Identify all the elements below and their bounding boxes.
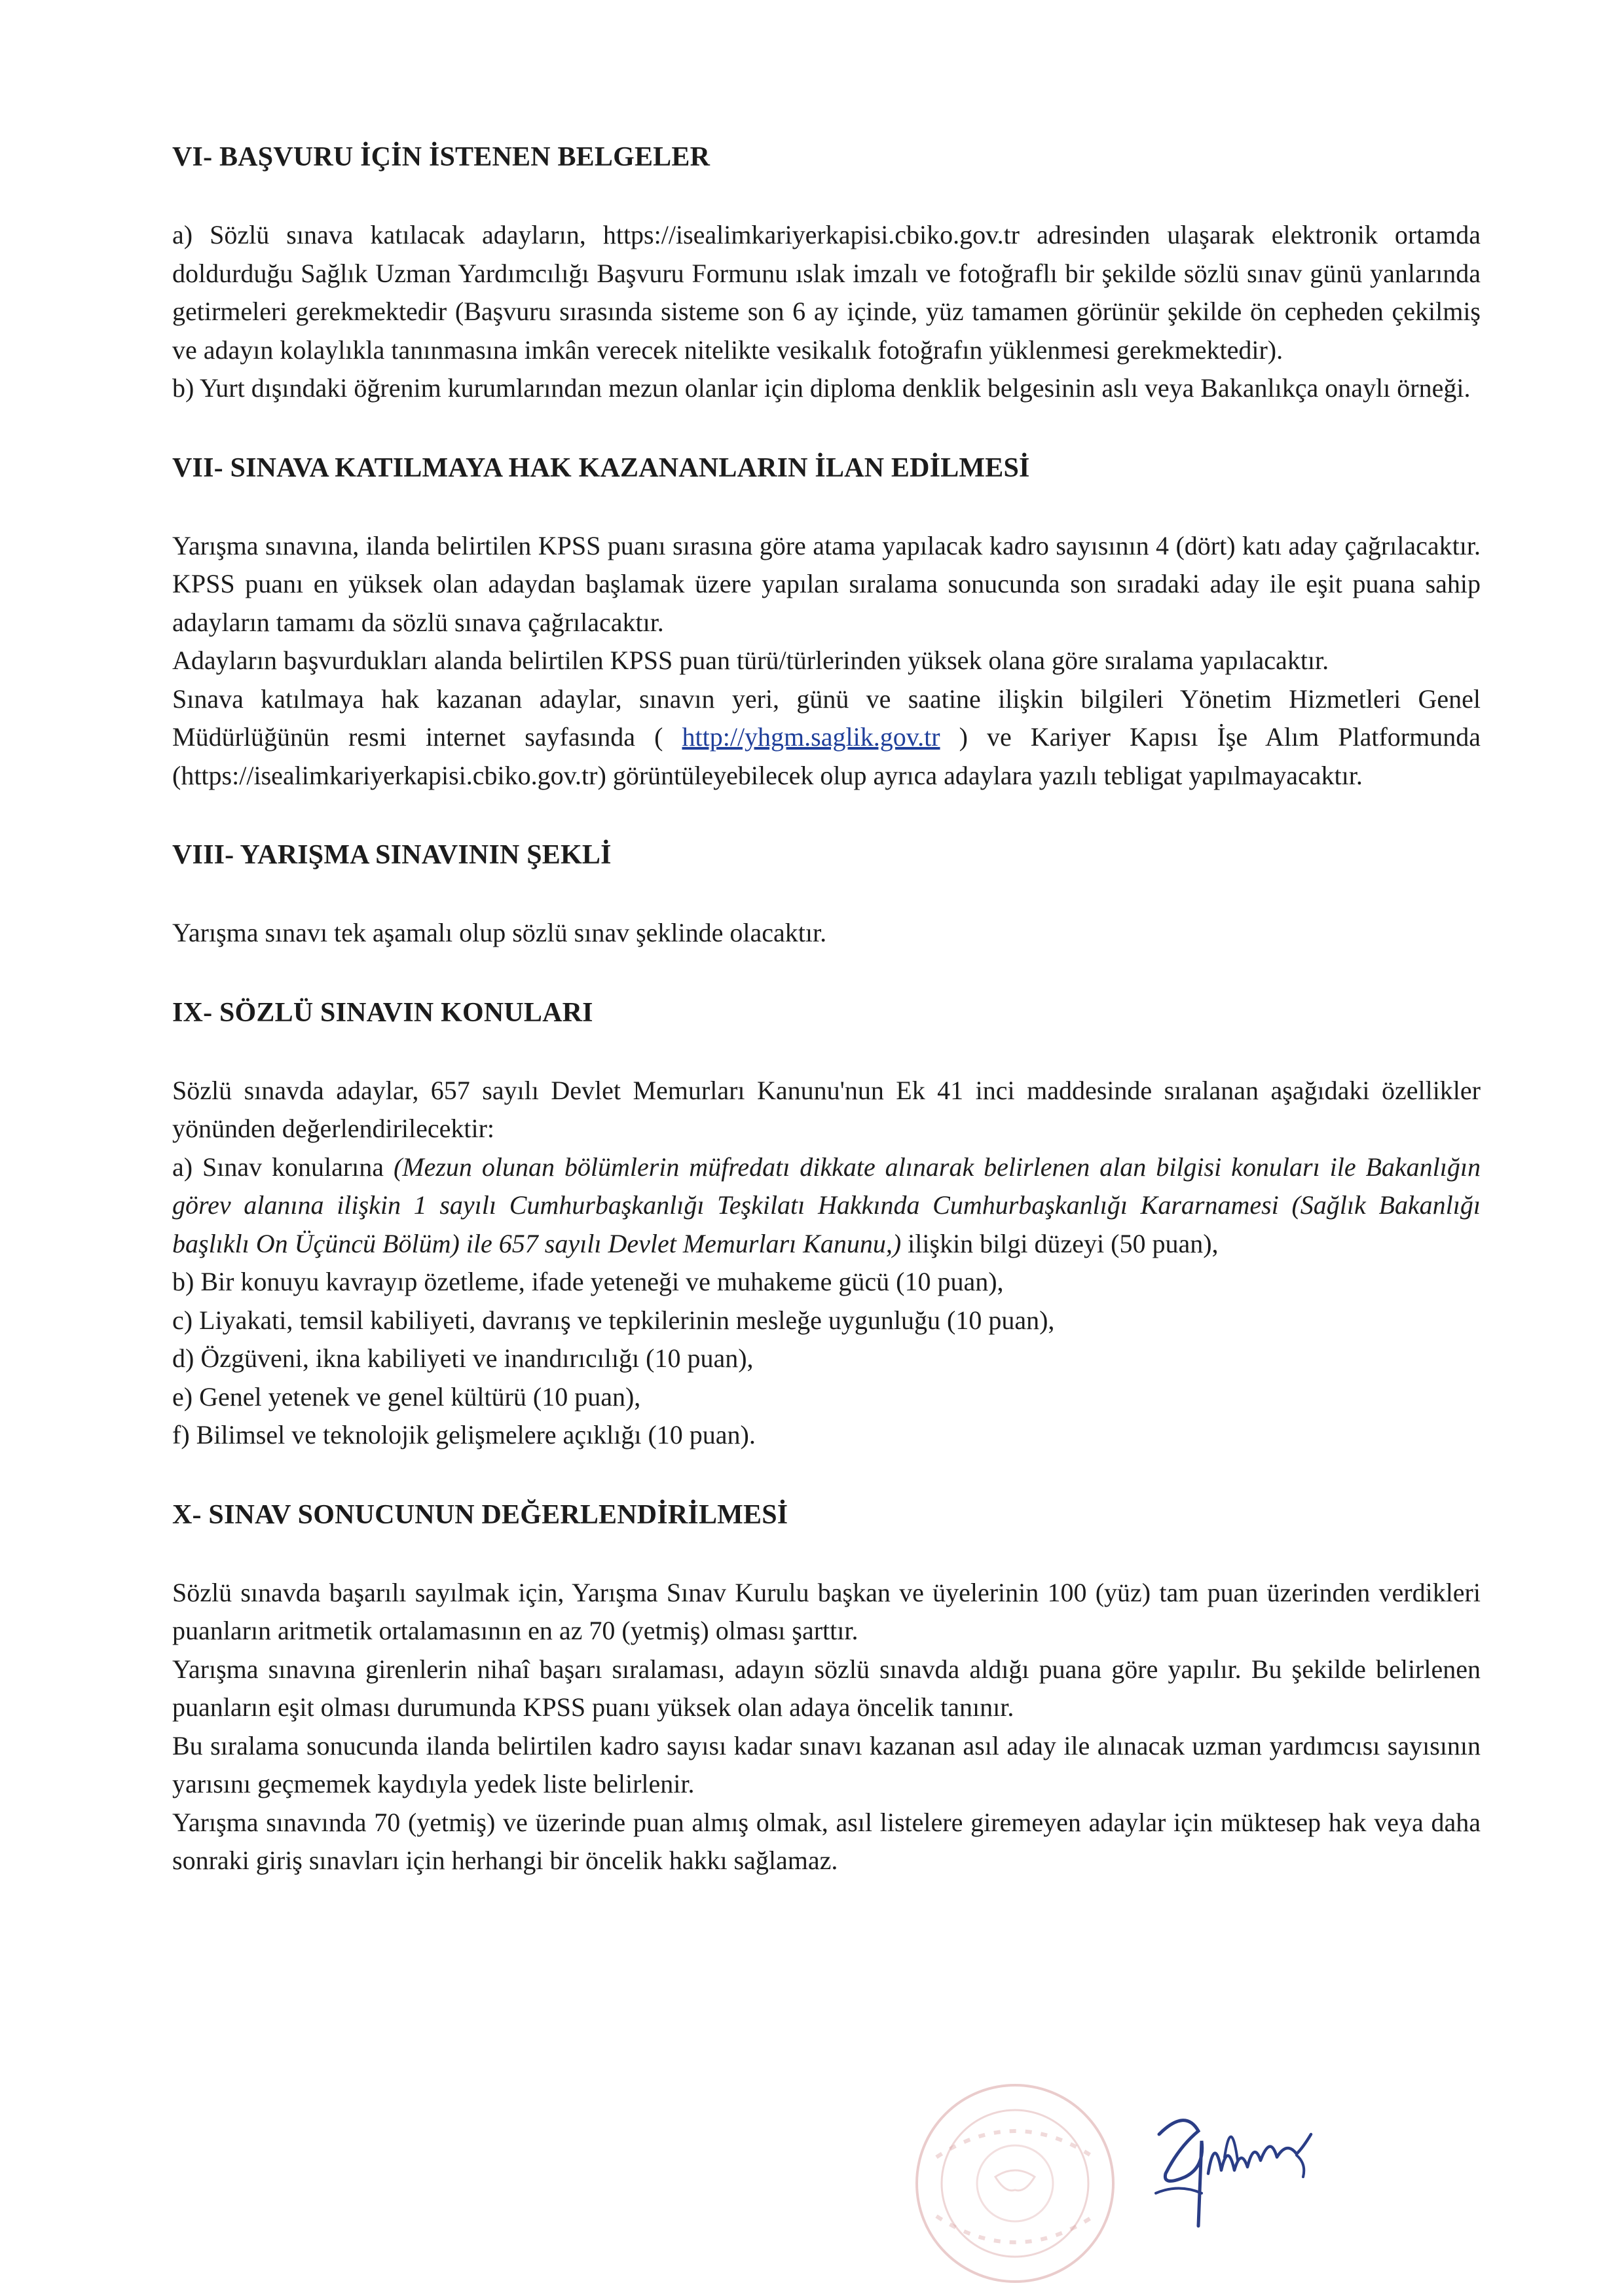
paragraph-sinav-sekli: Yarışma sınavı tek aşamalı olup sözlü sınav şeklinde olacaktır.: [172, 918, 827, 947]
paragraph-aday-cagrilma: Yarışma sınavına, ilanda belirtilen KPSS puanı sırasına göre atama yapılacak kadro sayısının 4 (dört) katı aday çağrılacaktır. KPSS puanı en yüksek olan adaydan başlamak üzere yapılan sıralama sonucunda son sıradaki aday ile eşit puana sahip adayların tamamı da sözlü sınava çağrılacaktır.: [172, 530, 1481, 637]
paragraph-diploma-denklik: b) Yurt dışındaki öğrenim kurumlarından mezun olanlar için diploma denklik belgesinin aslı veya Bakanlıkça onaylı örneği.: [172, 373, 1471, 403]
paragraph-basari-sarti: Sözlü sınavda başarılı sayılmak için, Yarışma Sınav Kurulu başkan ve üyelerinin 100 (yüz) tam puan üzerinden verdikleri puanların aritmetik ortalamasının en az 70 (yetmiş) olması şarttır.: [172, 1577, 1481, 1645]
paragraph-basvuru-formu: a) Sözlü sınava katılacak adayların, https://isealimkariyerkapisi.cbiko.gov.tr adresinden ulaşarak elektronik ortamda doldurduğu Sağlık Uzman Yardımcılığı Başvuru Formunu ıslak imzalı ve fotoğraflı bir şekilde sözlü sınav günü yanlarında getirmeleri gerekmektedir (Başvuru sırasında sisteme son 6 ay içinde, yüz tamamen görünür şekilde ön cepheden çekilmiş ve adayın kolaylıkla tanınmasına imkân verecek nitelikte vesikalık fotoğrafın yüklenmesi gerekmektedir).: [172, 220, 1481, 365]
paragraph-konular-intro: Sözlü sınavda adaylar, 657 sayılı Devlet Memurları Kanunu'nun Ek 41 inci maddesinde sıralanan aşağıdaki özellikler yönünden değerlendirilecektir:: [172, 1075, 1481, 1143]
paragraph-yedek-liste: Bu sıralama sonucunda ilanda belirtilen kadro sayısı kadar sınavı kazanan asıl aday ile alınacak uzman yardımcısı sayısının yarısını geçmemek kaydıyla yedek liste belirlenir.: [172, 1730, 1481, 1798]
paragraph-siralama: Adayların başvurdukları alanda belirtilen KPSS puan türü/türlerinden yüksek olana göre sıralama yapılacaktır.: [172, 646, 1329, 675]
section-heading-basvuru-belgeler: VI- BAŞVURU İÇİN İSTENEN BELGELER: [172, 142, 710, 172]
official-stamp: [910, 2079, 1120, 2288]
list-item-b: b) Bir konuyu kavrayıp özetleme, ifade yeteneği ve muhakeme gücü (10 puan),: [172, 1267, 1004, 1296]
list-item-c: c) Liyakati, temsil kabiliyeti, davranış ve tepkilerinin mesleğe uygunluğu (10 puan),: [172, 1305, 1055, 1335]
list-item-e: e) Genel yetenek ve genel kültürü (10 puan),: [172, 1381, 641, 1412]
list-item-a-suffix: ilişkin bilgi düzeyi (50 puan),: [901, 1228, 1219, 1258]
list-item-a: [172, 1148, 1481, 1264]
ilan-text-before: Sınava katılmaya hak kazanan adaylar, sınavın yeri, günü ve saatine ilişkin bilgileri Yönetim Hizmetleri Genel Müdürlüğünün resmi internet sayfasında (: [172, 683, 1481, 752]
paragraph-nihai-siralama: Yarışma sınavına girenlerin nihaî başarı sıralaması, adayın sözlü sınavda aldığı puana göre yapılır. Bu şekilde belirlenen puanların eşit olması durumunda KPSS puanı yüksek olan adaya öncelik tanınır.: [172, 1654, 1481, 1722]
section-heading-sinav-sekli: VIII- YARIŞMA SINAVININ ŞEKLİ: [172, 840, 612, 870]
section-heading-degerlendirme: X- SINAV SONUCUNUN DEĞERLENDİRİLMESİ: [172, 1499, 788, 1530]
paragraph-ilan-sayfasi: [172, 680, 1481, 795]
paragraph-muktesep-hak: Yarışma sınavında 70 (yetmiş) ve üzerinde puan almış olmak, asıl listelere giremeyen adaylar için müktesep hak veya daha sonraki giriş sınavları için herhangi bir öncelik hakkı sağlamaz.: [172, 1807, 1481, 1875]
document-page: [172, 137, 1481, 1880]
yhgm-link[interactable]: http://yhgm.saglik.gov.tr: [682, 722, 940, 752]
section-heading-sozlu-konular: IX- SÖZLÜ SINAVIN KONULARI: [172, 997, 593, 1028]
section-heading-ilan: VII- SINAVA KATILMAYA HAK KAZANANLARIN İLAN EDİLMESİ: [172, 452, 1030, 483]
list-item-a-italic: (Mezun olunan bölümlerin müfredatı dikkate alınarak belirlenen alan bilgisi konuları ile Bakanlığın görev alanına ilişkin 1 sayılı Cumhurbaşkanlığı Teşkilatı Hakkında Cumhurbaşkanlığı Kararnamesi (Sağlık Bakanlığı başlıklı On Üçüncü Bölüm) ile 657 sayılı Devlet Memurları Kanunu,): [172, 1152, 1481, 1258]
ilan-text-after: ) ve Kariyer Kapısı İşe Alım Platformunda (https://isealimkariyerkapisi.cbiko.gov.tr) görüntüleyebilecek olup ayrıca adaylara yazılı tebligat yapılmayacaktır.: [172, 722, 1481, 790]
list-item-a-prefix: a) Sınav konularına: [172, 1152, 394, 1182]
list-item-d: d) Özgüveni, ikna kabiliyeti ve inandırıcılığı (10 puan),: [172, 1343, 754, 1373]
signature: [1139, 2095, 1336, 2252]
list-item-f: f) Bilimsel ve teknolojik gelişmelere açıklığı (10 puan).: [172, 1420, 756, 1449]
